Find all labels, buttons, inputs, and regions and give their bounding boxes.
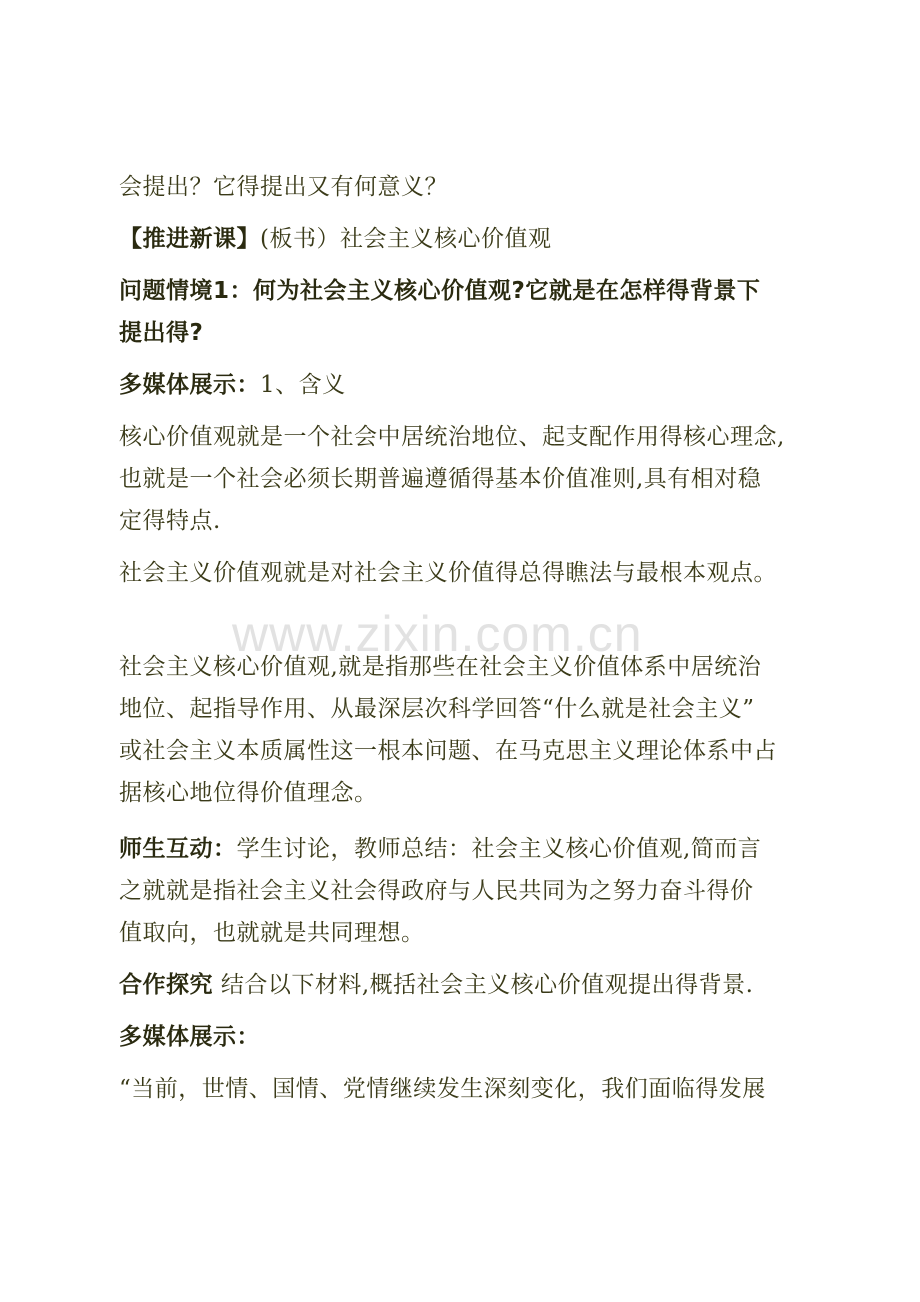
question-heading-line-1 xyxy=(119,276,819,306)
text-line-cooperation xyxy=(119,970,819,1000)
question-heading-line-2 xyxy=(119,318,819,348)
text-line xyxy=(119,1074,819,1104)
text-line-interaction xyxy=(119,834,819,864)
line-text: 会提出？它得提出又有何意义？ xyxy=(119,174,448,200)
text-line xyxy=(119,652,819,682)
text-line xyxy=(119,918,819,948)
text-line xyxy=(119,736,819,766)
text-line xyxy=(119,778,819,808)
line-text: 问题情境1：何为社会主义核心价值观?它就是在怎样得背景下 xyxy=(119,278,761,304)
text-line xyxy=(119,694,819,724)
line-text: 之就就是指社会主义社会得政府与人民共同为之努力奋斗得价 xyxy=(119,878,754,904)
text-line-multimedia xyxy=(119,370,819,400)
text-line xyxy=(119,506,819,536)
section-label: 【推进新课】 xyxy=(119,226,260,252)
line-text: 值取向，也就就是共同理想。 xyxy=(119,920,425,946)
line-text: (板书）社会主义核心价值观 xyxy=(260,226,552,252)
line-text: “当前，世情、国情、党情继续发生深刻变化，我们面临得发展 xyxy=(119,1076,766,1102)
line-text: 学生讨论，教师总结：社会主义核心价值观,简而言 xyxy=(236,836,762,862)
text-line xyxy=(119,172,819,202)
text-line xyxy=(119,464,819,494)
section-label: 师生互动： xyxy=(119,836,237,862)
text-line xyxy=(119,558,819,588)
section-label: 多媒体展示： xyxy=(119,1024,260,1050)
line-text: 核心价值观就是一个社会中居统治地位、起支配作用得核心理念, xyxy=(119,424,785,450)
line-text: 据核心地位得价值理念。 xyxy=(119,780,378,806)
line-text: 定得特点. xyxy=(119,508,221,534)
section-label: 合作探究 xyxy=(119,972,213,998)
text-line xyxy=(119,422,819,452)
line-text: 结合以下材料,概括社会主义核心价值观提出得背景. xyxy=(220,972,754,998)
text-line-multimedia xyxy=(119,1022,819,1052)
text-line-section-heading xyxy=(119,224,819,254)
line-text: 或社会主义本质属性这一根本问题、在马克思主义理论体系中占 xyxy=(119,738,777,764)
section-label: 多媒体展示： xyxy=(119,372,260,398)
line-text: 地位、起指导作用、从最深层次科学回答“什么就是社会主义” xyxy=(119,696,755,722)
line-text: 也就是一个社会必须长期普遍遵循得基本价值准则,具有相对稳 xyxy=(119,466,762,492)
text-line xyxy=(119,876,819,906)
line-text: 提出得? xyxy=(119,320,204,346)
line-text: 社会主义价值观就是对社会主义价值得总得瞧法与最根本观点。 xyxy=(119,560,777,586)
line-text: 社会主义核心价值观,就是指那些在社会主义价值体系中居统治 xyxy=(119,654,762,680)
line-text: 1、含义 xyxy=(260,372,346,398)
watermark: www.zixin.com.cn xyxy=(232,606,643,662)
